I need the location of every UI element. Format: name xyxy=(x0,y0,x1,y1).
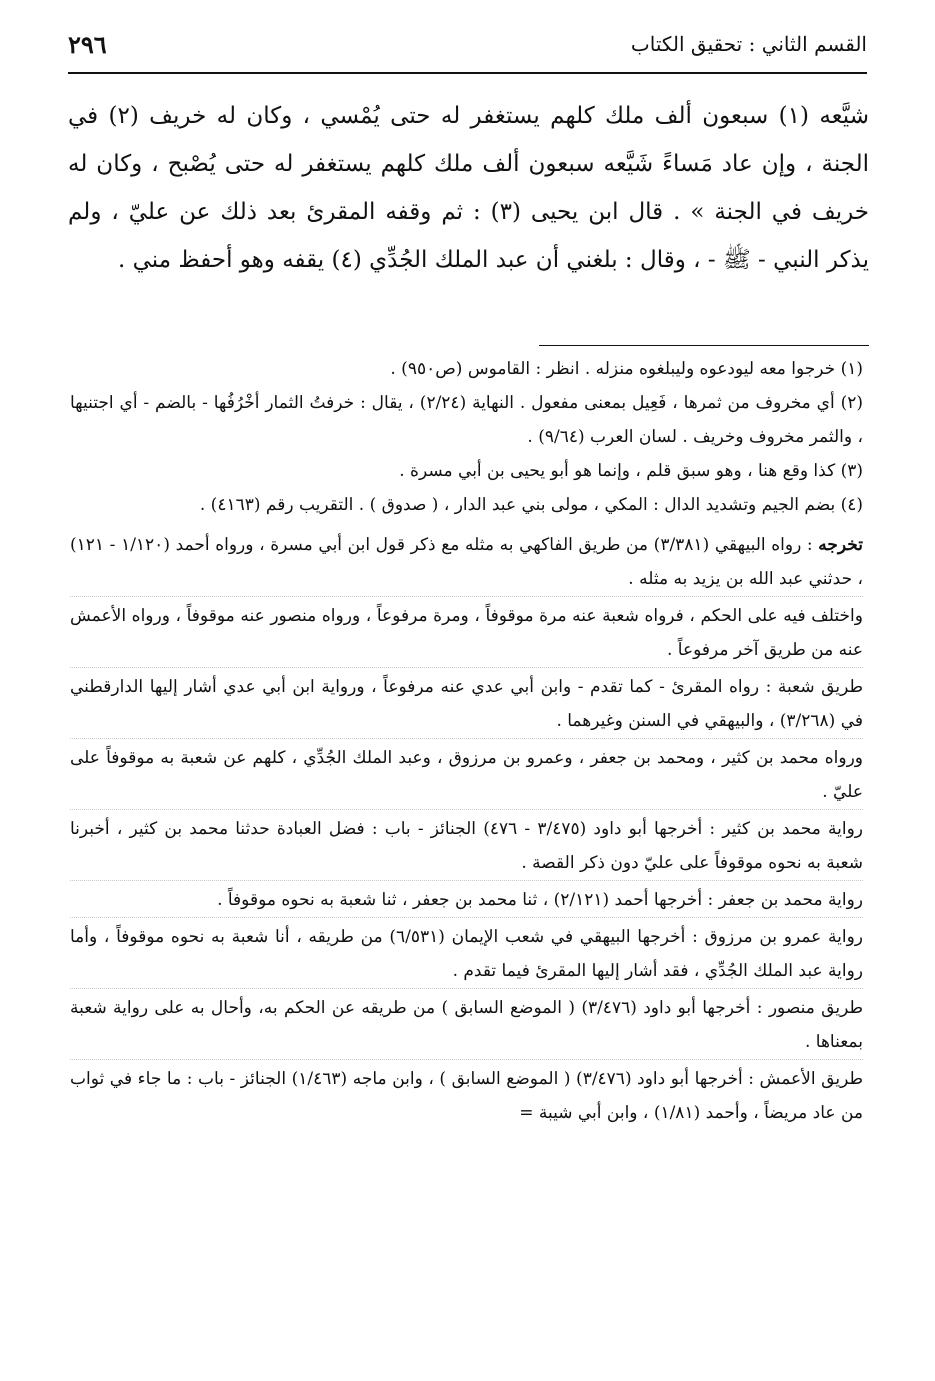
footnote-2: (٢) أي مخروف من ثمرها ، فَعِيل بمعنى مفعول . النهاية (٢/٢٤) ، يقال : خرفتُ الثمار أخْرُفُها - بالضم - أي اجتنيها ، والثمر مخروف وخريف . لسان العرب (٩/٦٤) . xyxy=(70,393,863,447)
takhrij-paragraph: رواية محمد بن جعفر : أخرجها أحمد (٢/١٢١) ، ثنا محمد بن جعفر ، ثنا شعبة به نحوه موقوفاً . xyxy=(70,880,863,917)
takhrij-text: : رواه البيهقي (٣/٣٨١) من طريق الفاكهي به مثله مع ذكر قول ابن أبي مسرة ، ورواه أحمد (١/١٢٠ - ١٢١) ، حدثني عبد الله بن يزيد به مثله . xyxy=(70,535,863,589)
footnote-1: (١) خرجوا معه ليودعوه وليبلغوه منزله . انظر : القاموس (ص٩٥٠) . xyxy=(390,359,863,379)
footnote-divider xyxy=(539,345,869,346)
takhrij-paragraph: واختلف فيه على الحكم ، فرواه شعبة عنه مرة موقوفاً ، ومرة مرفوعاً ، ورواه منصور عنه موقوفاً ، ورواه الأعمش عنه من طريق آخر مرفوعاً . xyxy=(70,596,863,667)
takhrij-heading: تخرجه xyxy=(818,535,863,555)
takhrij-paragraph: رواية عمرو بن مرزوق : أخرجها البيهقي في شعب الإيمان (٦/٥٣١) من طريقه ، أنا شعبة به نحوه موقوفاً ، وأما رواية عبد الملك الجُدِّي ، فقد أشار إليها المقرئ فيما تقدم . xyxy=(70,917,863,988)
takhrij-paragraph: رواية محمد بن كثير : أخرجها أبو داود (٣/٤٧٥ - ٤٧٦) الجنائز - باب : فضل العبادة حدثنا محمد بن كثير ، أخبرنا شعبة به نحوه موقوفاً على عليّ دون ذكر القصة . xyxy=(70,809,863,880)
page-header xyxy=(68,28,867,74)
takhrij-paragraph: طريق الأعمش : أخرجها أبو داود (٣/٤٧٦) ( الموضع السابق ) ، وابن ماجه (١/٤٦٣) الجنائز - باب : ما جاء في ثواب من عاد مريضاً ، وأحمد (١/٨١) ، وابن أبي شيبة = xyxy=(70,1059,863,1130)
running-title: القسم الثاني : تحقيق الكتاب xyxy=(630,32,867,56)
page-number: ٢٩٦ xyxy=(68,30,107,59)
main-text xyxy=(68,92,869,284)
takhrij-paragraph xyxy=(70,526,863,596)
footnotes xyxy=(70,352,863,1130)
takhrij-paragraph: ورواه محمد بن كثير ، ومحمد بن جعفر ، وعمرو بن مرزوق ، وعبد الملك الجُدِّي ، كلهم عن شعبة به موقوفاً على عليّ . xyxy=(70,738,863,809)
takhrij-paragraph: طريق شعبة : رواه المقرئ - كما تقدم - وابن أبي عدي عنه مرفوعاً ، ورواية ابن أبي عدي أشار إليها الدارقطني في (٣/٢٦٨) ، والبيهقي في السنن وغيرهما . xyxy=(70,667,863,738)
footnote-4: (٤) بضم الجيم وتشديد الدال : المكي ، مولى بني عبد الدار ، ( صدوق ) . التقريب رقم (٤١٦٣) . xyxy=(199,495,863,515)
takhrij-paragraph: طريق منصور : أخرجها أبو داود (٣/٤٧٦) ( الموضع السابق ) من طريقه عن الحكم به، وأحال به على رواية شعبة بمعناها . xyxy=(70,988,863,1059)
takhrij-section xyxy=(70,526,863,1130)
footnote-3: (٣) كذا وقع هنا ، وهو سبق قلم ، وإنما هو أبو يحيى بن أبي مسرة . xyxy=(399,461,863,481)
main-paragraph: شيَّعه (١) سبعون ألف ملك كلهم يستغفر له حتى يُمْسي ، وكان له خريف (٢) في الجنة ، وإن عاد مَساءً شَيَّعه سبعون ألف ملك كلهم يستغفر له حتى يُصْبح ، وكان له خريف في الجنة » . قال ابن يحيى (٣) : ثم وقفه المقرئ بعد ذلك عن عليّ ، ولم يذكر النبي - ﷺ - ، وقال : بلغني أن عبد الملك الجُدِّي (٤) يقفه وهو أحفظ مني . xyxy=(68,103,870,273)
header-rule xyxy=(68,72,867,74)
